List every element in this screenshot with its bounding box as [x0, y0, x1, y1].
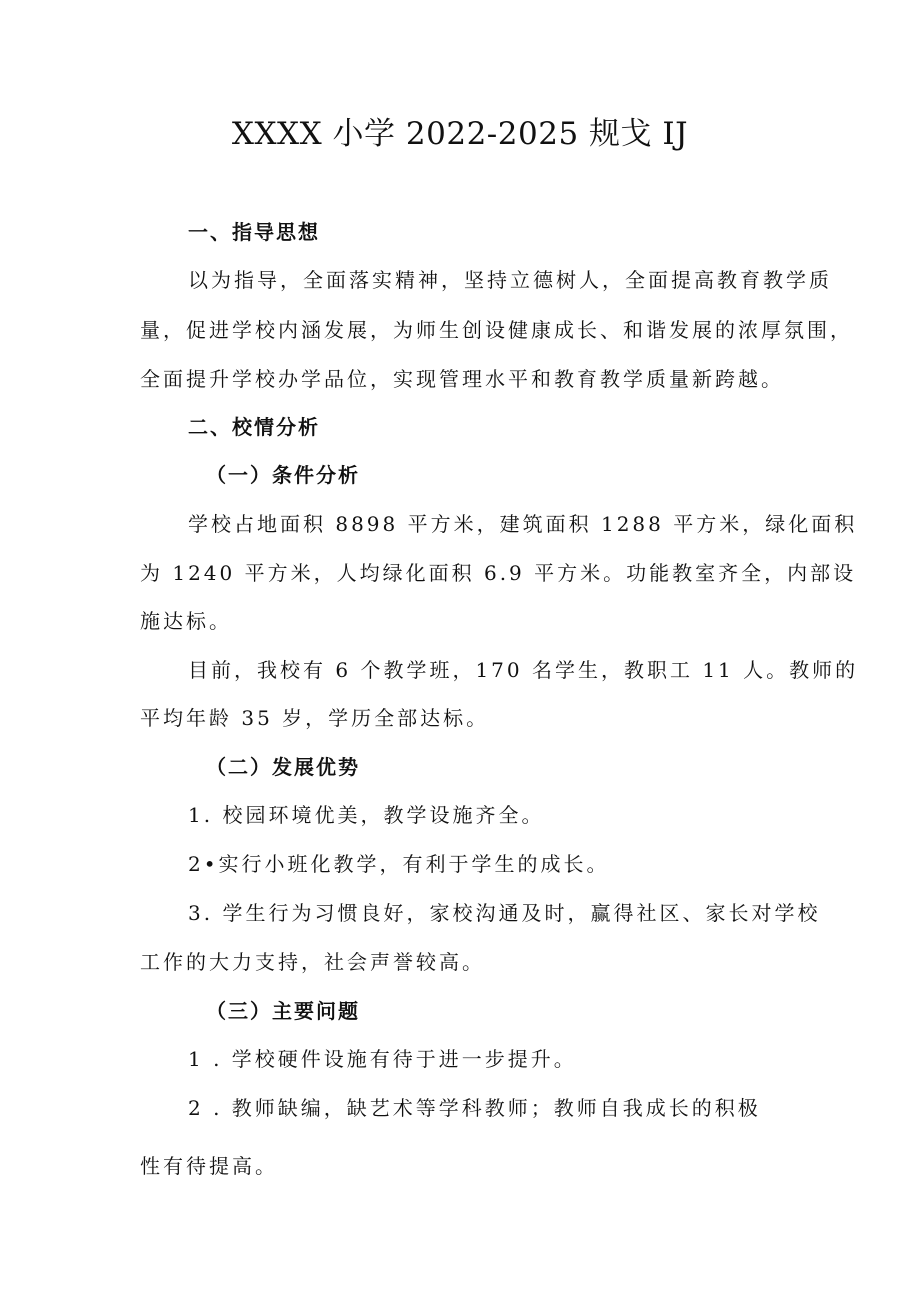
list-item-continuation: 性有待提高。 — [140, 1154, 278, 1178]
paragraph-line: 为 1240 平方米，人均绿化面积 6.9 平方米。功能教室齐全，内部设 — [140, 561, 857, 585]
list-item: 3. 学生行为习惯良好，家校沟通及时，赢得社区、家长对学校 — [188, 901, 821, 925]
list-item: 2 . 教师缺编，缺艺术等学科教师；教师自我成长的积极 — [188, 1096, 761, 1120]
subsection-heading-advantages: （二）发展优势 — [206, 755, 360, 779]
subsection-heading-problems: （三）主要问题 — [206, 999, 360, 1023]
list-item: 2•实行小班化教学，有利于学生的成长。 — [188, 852, 610, 876]
paragraph-line: 以为指导，全面落实精神，坚持立德树人，全面提高教育教学质 — [188, 268, 832, 292]
section-heading-school-analysis: 二、校情分析 — [188, 415, 320, 439]
document-title: XXXX 小学 2022-2025 规戈 IJ — [231, 116, 689, 152]
paragraph-line: 目前，我校有 6 个教学班，170 名学生，教职工 11 人。教师的 — [188, 658, 859, 682]
paragraph-line: 施达标。 — [140, 609, 232, 633]
paragraph-line: 平均年龄 35 岁，学历全部达标。 — [140, 706, 490, 730]
list-item: 1. 校园环境优美，教学设施齐全。 — [188, 803, 545, 827]
list-item: 1 . 学校硬件设施有待于进一步提升。 — [188, 1047, 577, 1071]
list-item-continuation: 工作的大力支持，社会声誉较高。 — [140, 950, 485, 974]
paragraph-line: 全面提升学校办学品位，实现管理水平和教育教学质量新跨越。 — [140, 367, 784, 391]
section-heading-guiding-thought: 一、指导思想 — [188, 220, 320, 244]
paragraph-line: 量，促进学校内涵发展，为师生创设健康成长、和谐发展的浓厚氛围， — [140, 318, 853, 342]
subsection-heading-conditions: （一）条件分析 — [206, 463, 360, 487]
paragraph-line: 学校占地面积 8898 平方米，建筑面积 1288 平方米，绿化面积 — [188, 512, 858, 536]
